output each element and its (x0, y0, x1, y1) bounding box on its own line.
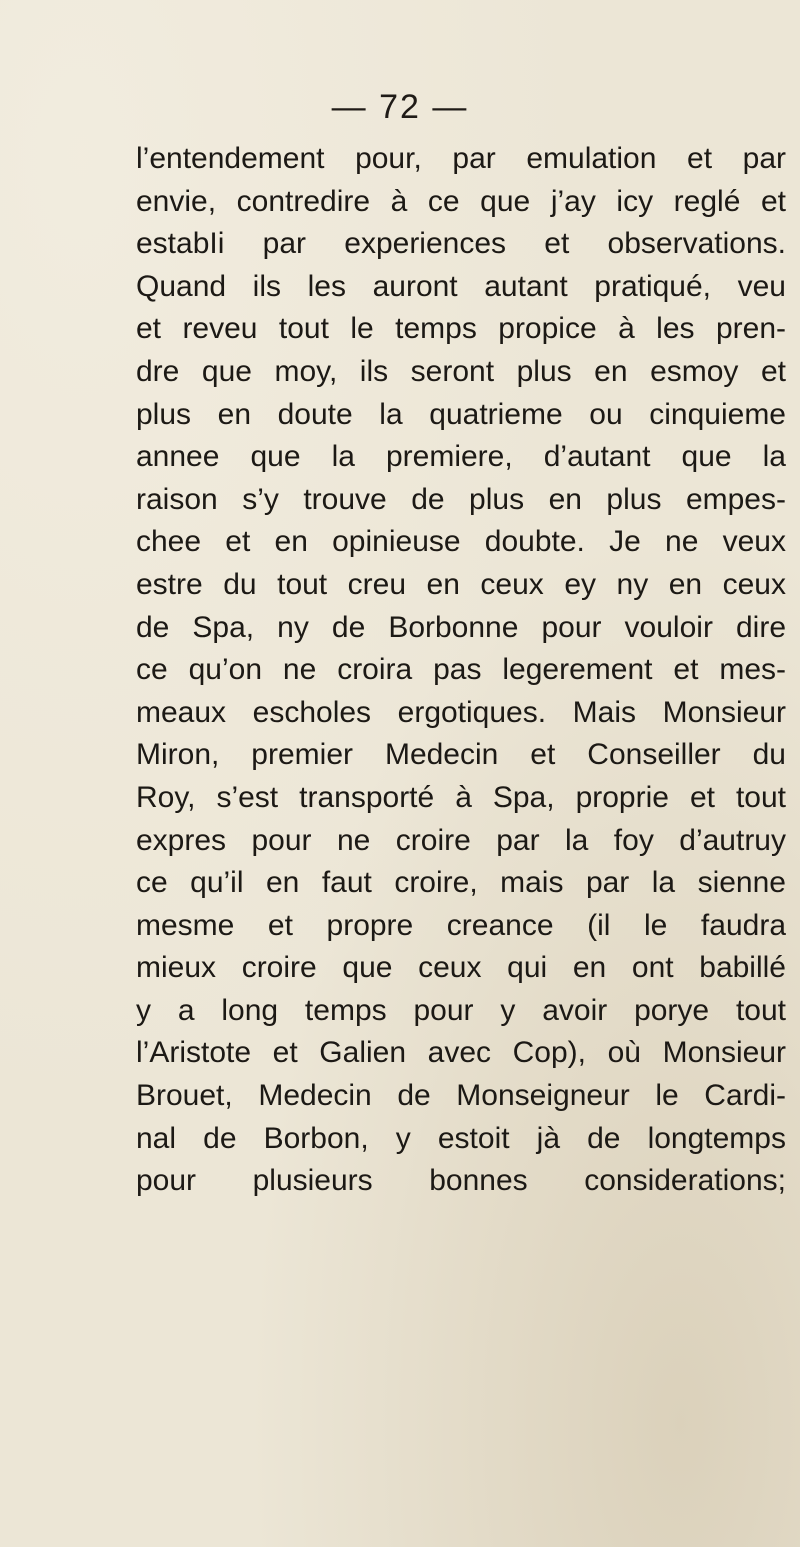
text-line: Brouet, Medecin de Monseigneur le Cardi- (136, 1079, 786, 1113)
text-line: chee et en opinieuse doubte. Je ne veux (136, 525, 786, 559)
text-line: nal de Borbon, y estoit jà de longtemps (136, 1121, 786, 1155)
text-line: meaux escholes ergotiques. Mais Monsieur (136, 695, 786, 729)
text-line: dre que moy, ils seront plus en esmoy et (136, 354, 786, 388)
text-line: Miron, premier Medecin et Conseiller du (136, 738, 786, 772)
text-line: estre du tout creu en ceux ey ny en ceux (136, 567, 786, 601)
page-number: — 72 — (331, 88, 469, 126)
text-line: mieux croire que ceux qui en ont babillé (136, 951, 786, 985)
text-line: raison s’y trouve de plus en plus empes- (136, 482, 786, 516)
text-line: plus en doute la quatrieme ou cinquieme (136, 397, 786, 431)
text-line: de Spa, ny de Borbonne pour vouloir dire (136, 610, 786, 644)
text-line: Roy, s’est transporté à Spa, proprie et tout (136, 780, 786, 814)
body-text (136, 138, 786, 1203)
text-line: l’Aristote et Galien avec Cop), où Monsieur (136, 1036, 786, 1070)
text-line: y a long temps pour y avoir porye tout (136, 993, 786, 1027)
text-line: expres pour ne croire par la foy d’autruy (136, 823, 786, 857)
text-line: et reveu tout le temps propice à les pren- (136, 312, 786, 346)
text-line: envie, contredire à ce que j’ay icy reglé et (136, 184, 786, 218)
text-line: pour plusieurs bonnes considerations; (136, 1164, 786, 1198)
text-line: l’entendement pour, par emulation et par (136, 142, 786, 175)
text-line: annee que la premiere, d’autant que la (136, 440, 786, 474)
text-line: Quand ils les auront autant pratiqué, veu (136, 269, 786, 303)
text-line: ce qu’il en faut croire, mais par la sienne (136, 866, 786, 900)
text-line: estabIi par experiences et observations. (136, 227, 786, 261)
text-line: ce qu’on ne croira pas legerement et mes- (136, 653, 786, 687)
text-line: mesme et propre creance (il le faudra (136, 908, 786, 942)
